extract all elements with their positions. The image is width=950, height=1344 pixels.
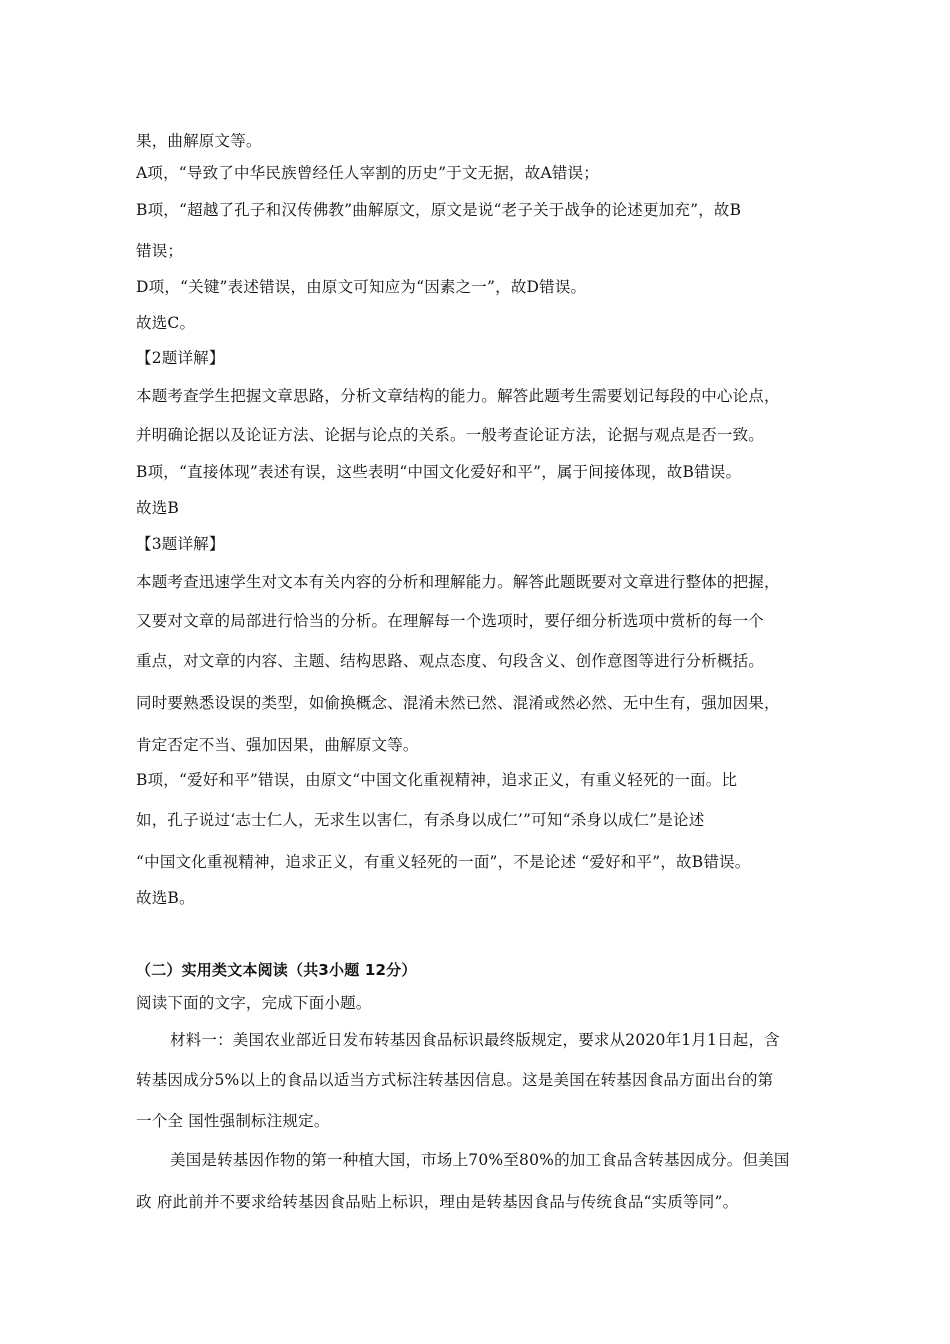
text-line: 并明确论据以及论证方法、论据与论点的关系。一般考查论证方法，论据与观点是否一致。	[136, 426, 765, 444]
text-line: 重点，对文章的内容、主题、结构思路、观点态度、句段含义、创作意图等进行分析概括。	[136, 652, 765, 670]
paragraph-start: 材料一：美国农业部近日发布转基因食品标识最终版规定，要求从2020年1月1日起，含	[170, 1031, 780, 1049]
text-line: 政 府此前并不要求给转基因食品贴上标识，理由是转基因食品与传统食品“实质等同”。	[136, 1193, 739, 1211]
text-line: 本题考查迅速学生对文本有关内容的分析和理解能力。解答此题既要对文章进行整体的把握，	[136, 573, 780, 591]
paragraph-start: 美国是转基因作物的第一种植大国，市场上70%至80%的加工食品含转基因成分。但美国	[170, 1151, 790, 1169]
text-line: 故选B	[136, 499, 179, 517]
text-line: A项，“导致了中华民族曾经任人宰割的历史”于文无据，故A错误；	[136, 164, 599, 182]
text-line: 一个全 国性强制标注规定。	[136, 1112, 330, 1130]
text-line: 故选C。	[136, 314, 196, 332]
text-line: 肯定否定不当、强加因果，曲解原文等。	[136, 736, 419, 754]
text-line: B项，“直接体现”表述有误，这些表明“中国文化爱好和平”，属于间接体现，故B错误。	[136, 463, 742, 481]
text-line: D项，“关键”表述错误，由原文可知应为“因素之一”，故D错误。	[136, 278, 587, 296]
text-line: 又要对文章的局部进行恰当的分析。在理解每一个选项时，要仔细分析选项中赏析的每一个	[136, 612, 765, 630]
text-line: 同时要熟悉设误的类型，如偷换概念、混淆未然已然、混淆或然必然、无中生有，强加因果，	[136, 694, 780, 712]
text-line: 阅读下面的文字，完成下面小题。	[136, 994, 372, 1012]
section-heading: 【2题详解】	[136, 349, 225, 367]
text-line: B项，“爱好和平”错误，由原文“中国文化重视精神，追求正义，有重义轻死的一面。比	[136, 771, 738, 789]
text-line: 故选B。	[136, 889, 195, 907]
text-line: 转基因成分5%以上的食品以适当方式标注转基因信息。这是美国在转基因食品方面出台的第	[136, 1071, 774, 1089]
text-line: 错误；	[136, 242, 184, 260]
text-line: “中国文化重视精神，追求正义，有重义轻死的一面”，不是论述 “爱好和平”，故B错误。	[136, 853, 751, 871]
text-line: 如，孔子说过‘志士仁人，无求生以害仁，有杀身以成仁’”可知“杀身以成仁”是论述	[136, 811, 705, 829]
text-line: B项，“超越了孔子和汉传佛教”曲解原文，原文是说“老子关于战争的论述更加充”，故B	[136, 201, 742, 219]
section-heading: 【3题详解】	[136, 535, 225, 553]
text-line: 果，曲解原文等。	[136, 132, 262, 150]
section-title: （二）实用类文本阅读（共3小题 12分）	[136, 961, 417, 979]
text-line: 本题考查学生把握文章思路，分析文章结构的能力。解答此题考生需要划记每段的中心论点，	[136, 387, 780, 405]
